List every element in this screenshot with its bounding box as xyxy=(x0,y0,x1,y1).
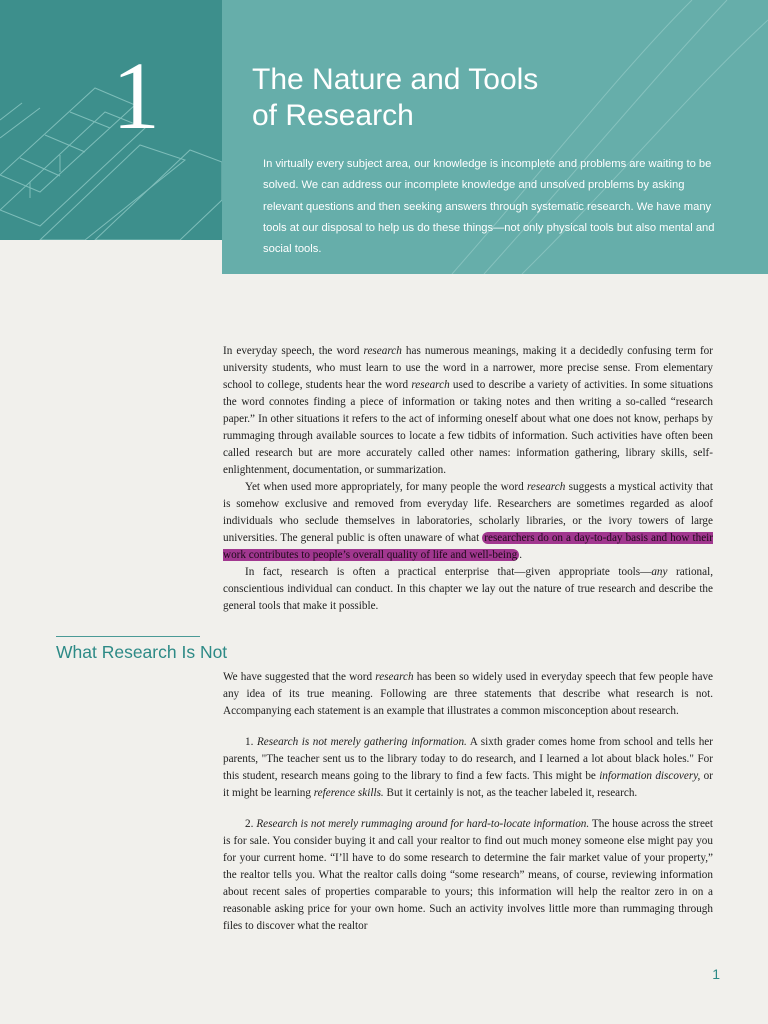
paragraph-3: In fact, research is often a practical enterprise that—given appropriate tools—any rational, conscientious individual can conduct. In this chapter we lay out the nature of true research and describe the general tools that make it possible. xyxy=(223,566,713,612)
section-rule xyxy=(56,636,200,637)
section-heading: What Research Is Not xyxy=(56,642,228,662)
list-item-1: 1. Research is not merely gathering information. A sixth grader comes home from school and tells her parents, "The teacher sent us to the library today to do research, and I learned a lot about black holes." For this student, research means going to the library to find a few facts. This might be information discovery, or it might be learning reference skills. But it certainly is not, as the teacher labeled it, research. xyxy=(223,736,713,799)
chapter-title xyxy=(252,62,672,134)
highlighted-passage: researchers do on a day-to-day basis and how their work contributes to people’s overall quality of life and well-being xyxy=(223,532,713,561)
section-intro: We have suggested that the word research has been so widely used in everyday speech that few people have any idea of its true meaning. Following are three statements that describe what research is not. Accompanying each statement is an example that illustrates a common misconception about research. xyxy=(223,671,713,717)
chapter-number: 1 xyxy=(112,42,160,149)
paragraph-2: Yet when used more appropriately, for many people the word research suggests a mystical activity that is somehow exclusive and removed from everyday life. Researchers are sometimes regarded as aloof individuals who seclude themselves in laboratories, scholarly libraries, or the ivory towers of large universities. The general public is often unaware of what researchers do on a day-to-day basis and how their work contributes to people’s overall quality of life and well-being . xyxy=(223,481,713,561)
page-number: 1 xyxy=(712,966,720,982)
opening-text xyxy=(223,343,713,615)
paragraph-1: In everyday speech, the word research has numerous meanings, making it a decidedly confusing term for university students, who must learn to use the word in a narrower, more precise sense. From elementary school to college, students hear the word research used to describe a variety of activities. In some situations the word connotes finding a piece of information or taking notes and then writing a so-called “research paper.” In other situations it refers to the act of informing oneself about what one does not know, perhaps by rummaging through available sources to locate a few tidbits of information. Such activities have often been called research but are more accurately called other names: information gathering, library skills, self-enlightenment, documentation, or summarization. xyxy=(223,345,713,476)
chapter-intro: In virtually every subject area, our knowledge is incomplete and problems are waiting to be solved. We can address our incomplete knowledge and unsolved problems by asking relevant questions and then seeking answers through systematic research. We have many tools at our disposal to help us do these things—not only physical tools but also mental and social tools. xyxy=(263,158,715,256)
chapter-banner-left xyxy=(0,0,222,240)
chapter-title-line-1: The Nature and Tools xyxy=(252,63,539,96)
list-item-2: 2. Research is not merely rummaging around for hard-to-locate information. The house across the street is for sale. You consider buying it and call your realtor to find out much money someone else might pay you for your current home. “I’ll have to do some research to determine the fair market value of your property,” the realtor tells you. What the realtor calls doing “some research” means, of course, reviewing information about recent sales of properties comparable to yours; this information will help the realtor zero in on a reasonable asking price for your own home. Such an activity involves little more than rummaging through files to discover what the realtor xyxy=(223,818,713,932)
chapter-title-line-2: of Research xyxy=(252,99,414,132)
section-text xyxy=(223,669,713,935)
